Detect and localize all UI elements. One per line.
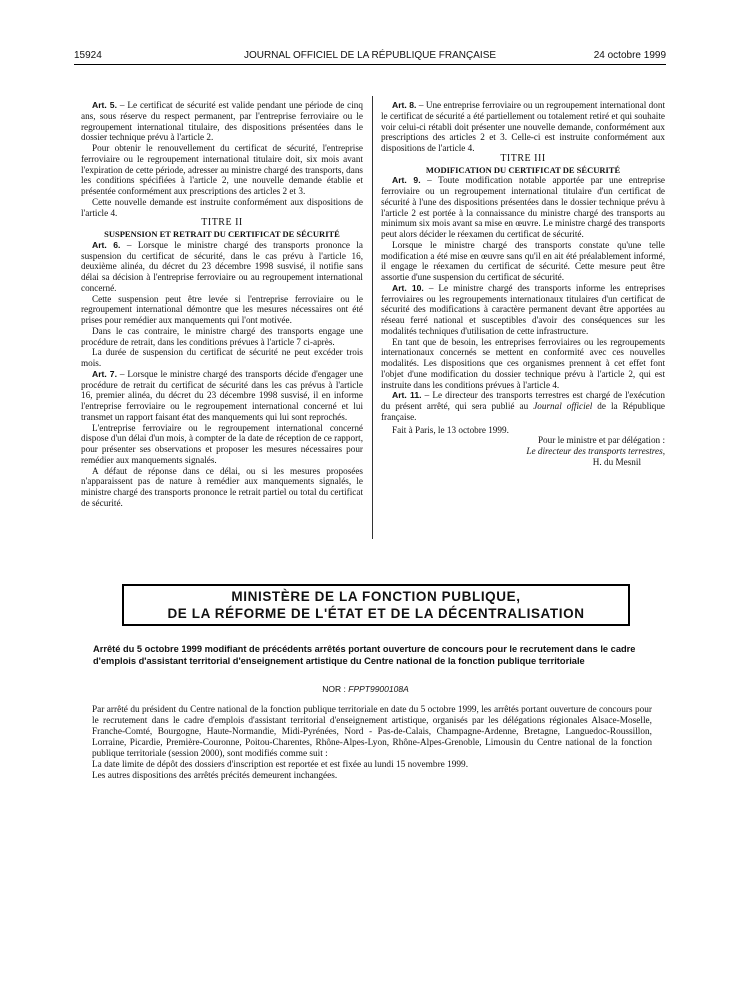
- article-text: – Le certificat de sécurité est valide pendant une période de cinq ans, sous réserve du respect permanent, par l'entreprise ferroviaire ou le regroupement international titulaire, des dispositions présentées dans le dossier technique prévu à l'article 2.: [81, 100, 363, 143]
- left-column: [81, 100, 363, 509]
- article-label: Art. 7.: [92, 368, 117, 379]
- header-rule: [74, 64, 666, 65]
- article-text: – Le directeur des transports terrestres est chargé de l'exécution du présent arrêté, qui sera publié au: [381, 390, 665, 411]
- paragraph: Dans le cas contraire, le ministre chargé des transports engage une procédure de retrait, dans les conditions prévues à l'article 7 ci-après.: [81, 325, 363, 347]
- issue-date: 24 octobre 1999: [593, 50, 666, 61]
- article-10: [381, 283, 665, 337]
- publication-name: Journal officiel: [533, 401, 593, 411]
- article-6: [81, 240, 363, 294]
- paragraph: Cette nouvelle demande est instruite conformément aux dispositions de l'article 4.: [81, 196, 363, 218]
- section-title: TITRE II: [201, 217, 243, 229]
- signatory-title: Le directeur des transports terrestres,: [526, 446, 665, 456]
- nor-label: NOR :: [322, 684, 349, 694]
- article-label: Art. 8.: [392, 100, 417, 110]
- article-text: de la République française.: [381, 401, 665, 422]
- paragraph: L'entreprise ferroviaire ou le regroupement international concerné dispose d'un délai d'un mois, à compter de la date de réception de ce rapport, pour présenter ses observations et proposer les mesures nécessaires pour remédier aux manquements signalés.: [81, 422, 363, 465]
- signature-date: Fait à Paris, le 13 octobre 1999.: [392, 424, 509, 435]
- arrete-title: Arrêté du 5 octobre 1999 modifiant de précédents arrêtés portant ouverture de concours pour le recrutement dans le cadre d'emplois d'assistant territorial d'enseignement artistique du Centre national de la fonction publique territoriale: [93, 644, 636, 666]
- article-5: [81, 100, 363, 143]
- paragraph: Pour obtenir le renouvellement du certificat de sécurité, l'entreprise ferroviaire ou le regroupement international titulaire doit, six mois avant l'expiration de cette période, adresser au ministre chargé des transports, dans les conditions spécifiées à l'article 2, une nouvelle demande établie et présentée conformément aux prescriptions des articles 2 et 3.: [81, 143, 363, 196]
- article-7: [81, 369, 363, 423]
- arrete-body: [92, 705, 652, 782]
- article-9: [381, 175, 665, 240]
- page-number: 15924: [74, 50, 102, 61]
- article-text: – Lorsque le ministre chargé des transports décide d'engager une procédure de retrait du certificat de sécurité dans les cas prévus à l'article 16, premier alinéa, du décret du 23 décembre 1998 susvisé, il en informe l'entreprise ferroviaire ou le regroupement international concerné et lui transmet un rapport faisant état des manquements qui lui sont reprochés.: [81, 368, 363, 422]
- section-subtitle: MODIFICATION DU CERTIFICAT DE SÉCURITÉ: [425, 164, 621, 175]
- ministry-line-1: MINISTÈRE DE LA FONCTION PUBLIQUE,: [231, 589, 521, 604]
- article-text: – Lorsque le ministre chargé des transports prononce la suspension du certificat de sécurité, dans le cas prévu à l'article 16, deuxième alinéa, du décret du 23 décembre 1998 susvisé, il notifie sans délai sa décision à l'entreprise ferroviaire ou au regroupement international concerné.: [81, 239, 363, 293]
- paragraph: Cette suspension peut être levée si l'entreprise ferroviaire ou le regroupement international démontre que les mesures nécessaires ont été prises pour remédier aux manquements qui l'ont motivée.: [81, 293, 363, 325]
- article-label: Art. 6.: [92, 239, 121, 250]
- paragraph: En tant que de besoin, les entreprises ferroviaires ou les regroupements internationaux concernés se mettent en conformité avec ces nouvelles modalités. Les dispositions que ces organismes prennent à cet effet font l'objet d'une modification du dossier technique prévu à l'article 2, qui est instruite dans les conditions prévues à l'article 4.: [381, 336, 665, 390]
- right-column: [381, 100, 665, 468]
- ministry-heading: [122, 584, 630, 626]
- article-text: – Toute modification notable apportée par une entreprise ferroviaire ou un regroupement international titulaire d'un certificat de sécurité à l'une des dispositions présentées dans le dossier technique prévu à l'article 2 est portée à la connaissance du ministre chargé des transports au minimum six mois avant sa mise en œuvre. Le ministre chargé des transports peut alors décider le réexamen du certificat de sécurité.: [381, 175, 665, 239]
- paragraph: Lorsque le ministre chargé des transports constate qu'une telle modification a été mise en œuvre sans qu'il en ait été préalablement informé, il engage le réexamen du certificat de sécurité. Cette mesure peut être assortie d'une suspension du certificat de sécurité.: [381, 239, 665, 282]
- column-divider: [372, 96, 373, 539]
- signature-line: Pour le ministre et par délégation :: [537, 435, 665, 446]
- nor-code: FPPT9900108A: [348, 684, 409, 694]
- section-subtitle: SUSPENSION ET RETRAIT DU CERTIFICAT DE SÉCURITÉ: [104, 229, 340, 239]
- section-title: TITRE III: [500, 152, 546, 164]
- paragraph: Par arrêté du président du Centre national de la fonction publique territoriale en date du 5 octobre 1999, les arrêtés portant ouverture de concours pour le recrutement dans le cadre d'emplois d'assistant territorial d'enseignement artistique, organisés par les délégations régionales Alsace-Moselle, Franche-Comté, Bourgogne, Haute-Normandie, Midi-Pyrénées, Nord - Pas-de-Calais, Champagne-Ardenne, Bretagne, Languedoc-Roussillon, Lorraine, Picardie, Première-Couronne, Poitou-Charentes, Rhône-Alpes-Lyon, Rhône-Alpes-Grenoble, Limousin du Centre national de la fonction publique territoriale (session 2000), sont modifiés comme suit :: [92, 705, 652, 759]
- ministry-line-2: DE LA RÉFORME DE L'ÉTAT ET DE LA DÉCENTRALISATION: [167, 606, 585, 621]
- article-label: Art. 11.: [392, 390, 422, 401]
- paragraph: A défaut de réponse dans ce délai, ou si les mesures proposées n'apparaissent pas de nature à remédier aux manquements signalés, le ministre chargé des transports prononce le retrait partiel ou total du certificat de sécurité.: [81, 465, 363, 508]
- paragraph: La durée de suspension du certificat de sécurité ne peut excéder trois mois.: [81, 347, 363, 368]
- paragraph: Les autres dispositions des arrêtés précités demeurent inchangées.: [92, 771, 338, 781]
- article-label: Art. 10.: [392, 282, 424, 293]
- journal-title: JOURNAL OFFICIEL DE LA RÉPUBLIQUE FRANÇAISE: [243, 50, 497, 61]
- article-11: [381, 390, 665, 422]
- signatory-name: H. du Mesnil: [592, 456, 641, 467]
- article-label: Art. 9.: [392, 175, 421, 186]
- article-8: [381, 100, 665, 154]
- article-text: – Une entreprise ferroviaire ou un regroupement international dont le certificat de sécurité a été partiellement ou totalement retiré et qui souhaite voir celui-ci rétabli doit présenter une nouvelle demande, conformément aux prescriptions des articles 2 et 3. Celle-ci est instruite conformément aux dispositions de l'article 4.: [381, 100, 665, 153]
- article-label: Art. 5.: [92, 100, 117, 110]
- paragraph: La date limite de dépôt des dossiers d'inscription est reportée et est fixée au lundi 15 novembre 1999.: [92, 760, 469, 770]
- nor-reference: [0, 684, 731, 694]
- article-text: – Le ministre chargé des transports informe les entreprises ferroviaires ou les regroupements internationaux titulaires d'un certificat de sécurité des modifications à caractère permanent devant être apportées au réseau ferré national et susceptibles d'avoir des conséquences sur les modalités techniques d'utilisation de cette infrastructure.: [381, 282, 665, 336]
